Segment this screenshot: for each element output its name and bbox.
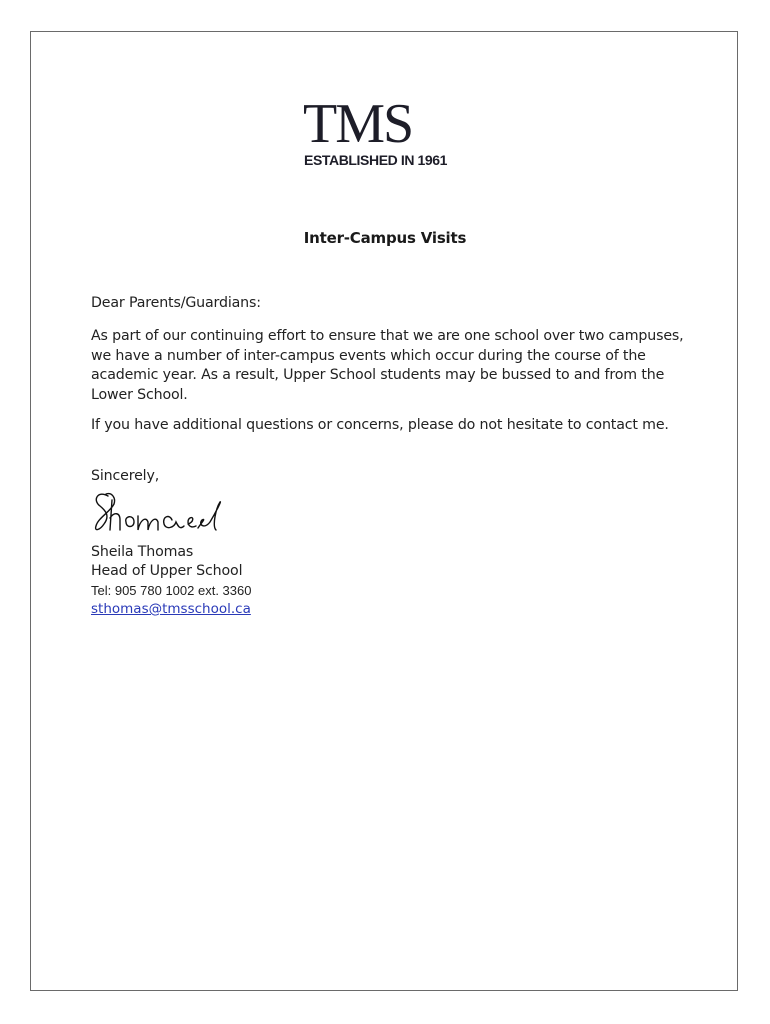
signatory-email-link[interactable]: sthomas@tmsschool.ca <box>91 601 251 617</box>
letter-closing: Sincerely, <box>91 468 160 484</box>
handwritten-signature <box>90 486 230 538</box>
letter-title: Inter-Campus Visits <box>303 229 467 247</box>
signatory-name: Sheila Thomas <box>91 544 194 560</box>
signatory-role: Head of Upper School <box>91 563 243 579</box>
school-logo <box>303 93 473 168</box>
logo-wordmark: TMS <box>303 93 413 155</box>
letter-paragraph: If you have additional questions or concerns, please do not hesitate to contact me. <box>91 417 669 433</box>
logo-tagline: ESTABLISHED IN 1961 <box>304 152 448 168</box>
signature-block <box>91 543 491 619</box>
signatory-phone: Tel: 905 780 1002 ext. 3360 <box>91 583 252 598</box>
letter-greeting: Dear Parents/Guardians: <box>91 295 261 311</box>
letter-paragraph: As part of our continuing effort to ensure that we are one school over two campuses, we have a number of inter-campus events which occur during the course of the academic year. As a result, Upper School students may be bussed to and from the Lower School. <box>91 328 684 403</box>
